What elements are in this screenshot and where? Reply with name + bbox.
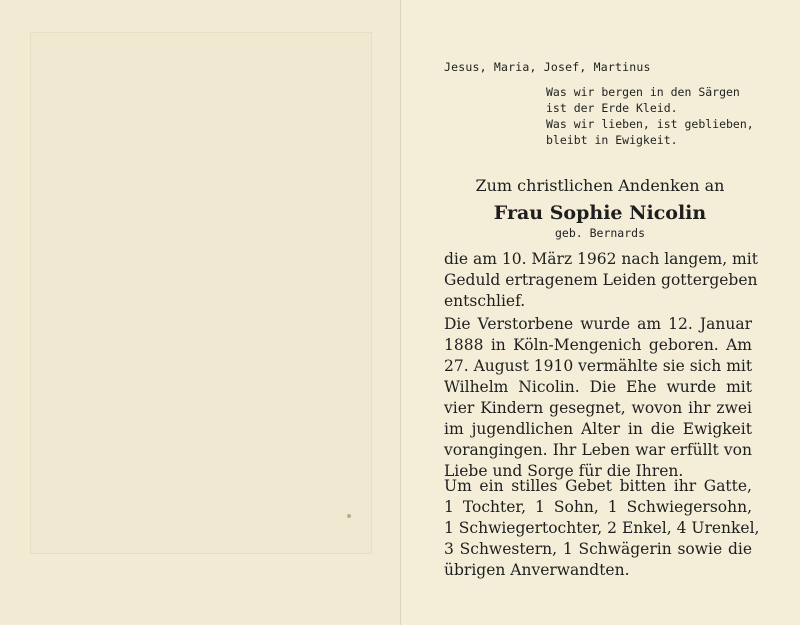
text-line: 1 Schwiegertochter, 2 Enkel, 4 Urenkel,: [444, 519, 760, 537]
text-line: entschlief.: [444, 292, 526, 310]
text-line: 1 Tochter, 1 Sohn, 1 Schwiegersohn,: [444, 498, 752, 516]
paragraph-prayer: [444, 476, 760, 581]
deceased-name: Frau Sophie Nicolin: [493, 202, 707, 224]
text-line: Geduld ertragenem Leiden gottergeben: [444, 271, 758, 289]
text-line: Um ein stilles Gebet bitten ihr Gatte,: [444, 477, 752, 495]
verse-line: Was wir bergen in den Särgen: [546, 85, 740, 99]
text-line: Wilhelm Nicolin. Die Ehe wurde mit: [444, 378, 752, 396]
text-line: vier Kindern gesegnet, wovon ihr zwei: [444, 399, 752, 417]
saints-line: Jesus, Maria, Josef, Martinus: [444, 60, 651, 74]
maiden-name: geb. Bernards: [554, 226, 645, 240]
text-line: übrigen Anverwandten.: [444, 561, 630, 579]
text-line: 1888 in Köln-Mengenich geboren. Am: [444, 336, 752, 354]
verse-line: Was wir lieben, ist geblieben,: [546, 117, 754, 131]
text-line: die am 10. März 1962 nach langem, mit: [444, 250, 758, 268]
paragraph-death: [444, 249, 758, 312]
andenken-heading: Zum christlichen Andenken an: [475, 176, 725, 195]
verse: [546, 84, 754, 148]
paragraph-life: [444, 314, 752, 482]
text-line: im jugendlichen Alter in die Ewigkeit: [444, 420, 752, 438]
text-line: vorangingen. Ihr Leben war erfüllt von: [444, 441, 752, 459]
verse-line: ist der Erde Kleid.: [546, 101, 678, 115]
text-line: Liebe und Sorge für die Ihren.: [444, 462, 684, 480]
text-line: 3 Schwestern, 1 Schwägerin sowie die: [444, 540, 752, 558]
paper-speck: [347, 514, 351, 518]
faded-image-area: [30, 32, 372, 554]
text-line: 27. August 1910 vermählte sie sich mit: [444, 357, 753, 375]
verse-line: bleibt in Ewigkeit.: [546, 133, 678, 147]
text-line: Die Verstorbene wurde am 12. Januar: [444, 315, 752, 333]
